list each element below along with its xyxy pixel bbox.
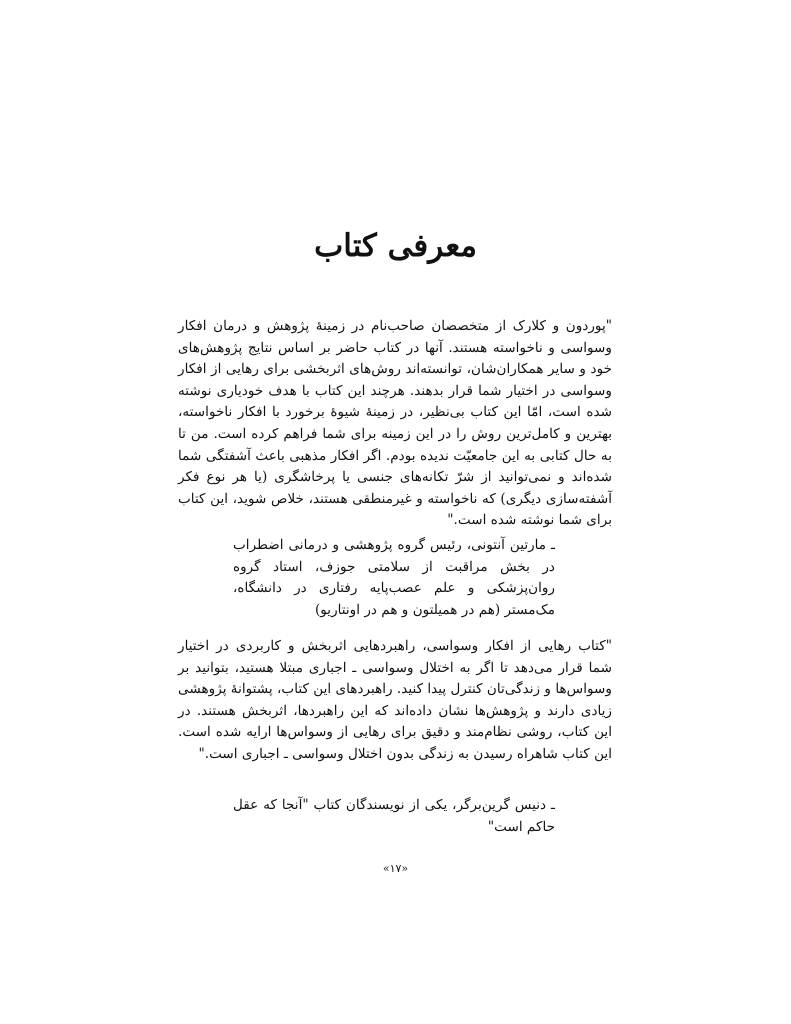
review-attribution-2: ـ دنیس گرین‌برگر، یکی از نویسندگان کتاب "آنجا که عقل حاکم است" <box>233 797 555 835</box>
review-paragraph-2: "کتاب رهایی از افکار وسواسی، راهبردهایی اثربخش و کاربردی در اختیار شما قرار می‌دهد تا اگر به اختلال وسواسی ـ اجباری مبتلا هستید، بتوانید بر وسواس‌ها و زندگی‌تان کنترل پیدا کنید. راهبردهای این کتاب، پشتوانهٔ پژوهشی زیادی دارند و پژوهش‌ها نشان داده‌اند که این راهبردها، اثربخش هستند. در این کتاب، روشی نظام‌مند و دقیق برای رهایی از وسواس‌ها ارایه شده است. این کتاب شاهراه رسیدن به زندگی بدون اختلال وسواسی ـ اجباری است." <box>178 638 612 762</box>
review-paragraph-1: "پوردون و کلارک از متخصصان صاحب‌نام در زمینهٔ پژوهش و درمان افکار وسواسی و ناخواسته هستند. آنها در کتاب حاضر بر اساس نتایج پژوهش‌های خود و سایر همکاران‌شان، توانسته‌اند روش‌های اثربخشی برای رهایی از افکار وسواسی در اختیار شما قرار بدهند. هرچند این کتاب با هدف خودیاری نوشته شده است، امّا این کتاب بی‌نظیر، در زمینهٔ شیوهٔ برخورد با افکار ناخواسته، بهترین و کامل‌ترین روش را در این زمینه برای شما فراهم کرده است. من تا به حال کتابی به این جامعیّت ندیده بودم. اگر افکار مذهبی باعث آشفتگی شما شده‌اند و نمی‌توانید از شرّ تکانه‌های جنسی یا پرخاشگری (یا هر نوع فکر آشفته‌سازی دیگری) که ناخواسته و غیرمنطقی هستند، خلاص شوید، این کتاب برای شما نوشته شده است." <box>178 318 612 529</box>
page-number: «۱۷» <box>382 862 409 875</box>
page-title: معرفی کتاب <box>314 228 477 264</box>
review-attribution-1: ـ مارتین آنتونی، رئیس گروه پژوهشی و درمانی اضطراب در بخش مراقبت از سلامتی جوزف، استاد گروه روان‌پزشکی و علم عصب‌پایه رفتاری در دانشگاه، مک‌مستر (هم در همیلتون و هم در اونتاریو) <box>233 537 555 618</box>
